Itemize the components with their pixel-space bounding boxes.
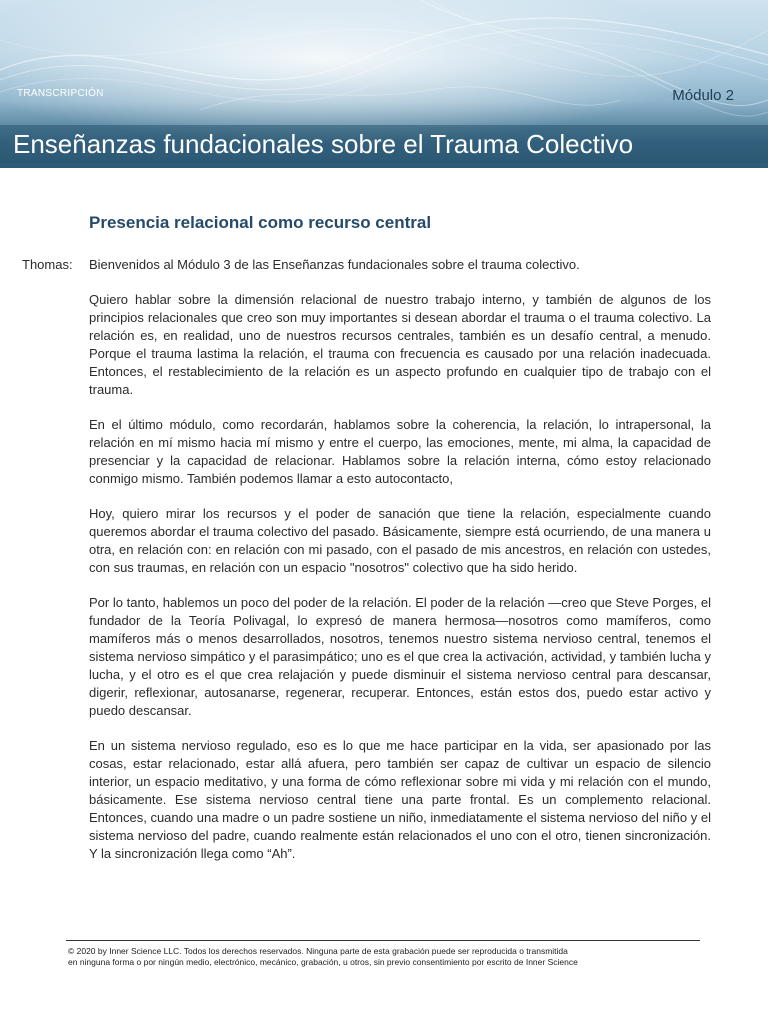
transcript-paragraph: En el último módulo, como recordarán, hablamos sobre la coherencia, la relación, lo intrapersonal, la relación en mí mismo hacia mí mismo y entre el cuerpo, las emociones, mente, mi alma, la capacidad de presenciar y la capacidad de relacionar. Hablamos sobre la relación interna, cómo estoy relacionado conmigo mismo. También podemos llamar a esto autocontacto, [89,417,711,486]
section-heading: Presencia relacional como recurso central [89,213,432,232]
footer-divider [66,940,700,941]
document-type-label: TRANSCRIPCIÓN [17,88,104,99]
copyright-footer [68,946,708,968]
transcript-body [89,256,711,880]
transcript-paragraph: Hoy, quiero mirar los recursos y el poder de sanación que tiene la relación, especialmente cuando queremos abordar el trauma colectivo del pasado. Básicamente, siempre está ocurriendo, de una manera u otra, en relación con: en relación con mi pasado, con el pasado de mis ancestros, en relación con ustedes, con sus traumas, en relación con un espacio "nosotros" colectivo que ha sido herido. [89,506,711,575]
copyright-line-1: © 2020 by Inner Science LLC. Todos los derechos reservados. Ninguna parte de esta grabación puede ser reproducida o transmitida [68,946,568,956]
transcript-paragraph: En un sistema nervioso regulado, eso es lo que me hace participar en la vida, ser apasionado por las cosas, estar relacionado, estar allá afuera, pero también ser capaz de cultivar un espacio de silencio interior, un espacio meditativo, y una forma de cómo reflexionar sobre mi vida y mi relación con el mundo, básicamente. Ese sistema nervioso central tiene una parte frontal. Es un complemento relacional. Entonces, cuando una madre o un padre sostiene un niño, inmediatamente el sistema nervioso del niño y el sistema nervioso del padre, cuando realmente están relacionados el uno con el otro, tienen sincronización. Y la sincronización llega como “Ah”. [89,738,711,861]
page-header [0,0,768,168]
page-title: Enseñanzas fundacionales sobre el Trauma Colectivo [13,129,634,159]
speaker-label: Thomas: [22,257,73,272]
transcript-paragraph: Bienvenidos al Módulo 3 de las Enseñanzas fundacionales sobre el trauma colectivo. [89,257,580,272]
transcript-paragraph: Quiero hablar sobre la dimensión relacional de nuestro trabajo interno, y también de algunos de los principios relacionales que creo son muy importantes si desean abordar el trauma o el trauma colectivo. La relación es, en realidad, uno de nuestros recursos centrales, también es un desafío central, a menudo. Porque el trauma lastima la relación, el trauma con frecuencia es causado por una relación inadecuada. Entonces, el restablecimiento de la relación es un aspecto profundo en cualquier tipo de trabajo con el trauma. [89,292,711,397]
copyright-line-2: en ninguna forma o por ningún medio, electrónico, mecánico, grabación, u otros, sin previo consentimiento por escrito de Inner Science [68,957,578,967]
module-label: Módulo 2 [672,87,734,104]
transcript-paragraph: Por lo tanto, hablemos un poco del poder de la relación. El poder de la relación —creo que Steve Porges, el fundador de la Teoría Polivagal, lo expresó de manera hermosa—nosotros como mamíferos, como mamíferos más o menos desarrollados, nosotros, tenemos nuestro sistema nervioso central, tenemos el sistema nervioso simpático y el parasimpático; uno es el que crea la activación, actividad, y también lucha y lucha, y el otro es el que crea relajación y puede disminuir el sistema nervioso central para descansar, digerir, reflexionar, autosanarse, regenerar, recuperar. Entonces, están estos dos, puedo estar activo y puedo descansar. [89,595,711,718]
